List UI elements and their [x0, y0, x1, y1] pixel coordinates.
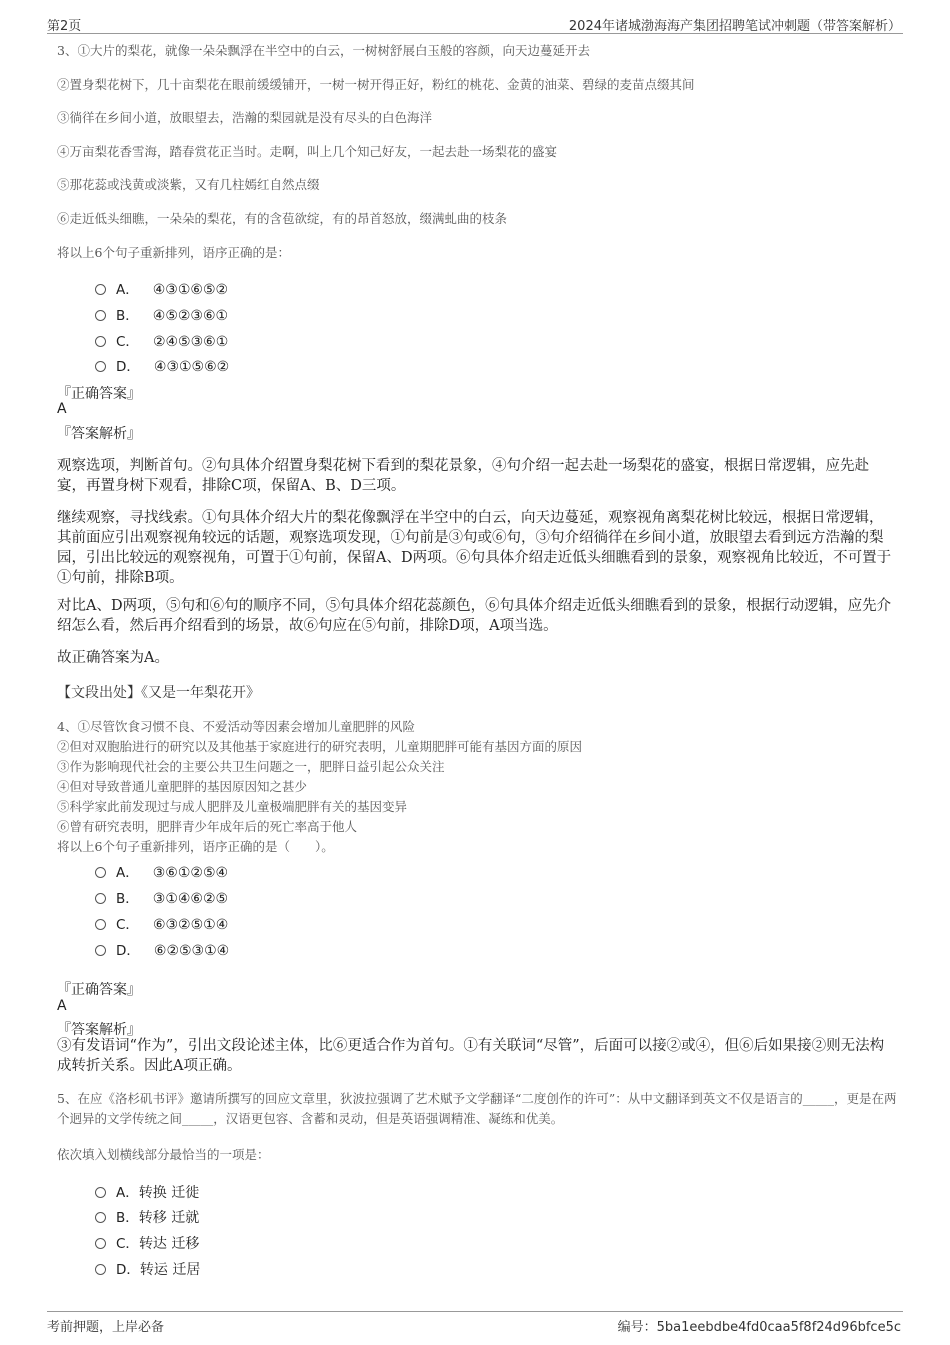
document-code-value: 5ba1eebdbe4fd0caa5f8f24d96bfce5c	[656, 1320, 901, 1335]
radio-icon[interactable]	[95, 945, 106, 956]
q3-analysis-label: 『答案解析』	[57, 426, 141, 442]
radio-icon[interactable]	[95, 310, 106, 321]
q4-option-c[interactable]: C． ⑥③②⑤①④	[95, 913, 228, 933]
q5-option-b[interactable]: B．转移 迁就	[95, 1206, 199, 1226]
radio-icon[interactable]	[95, 336, 106, 347]
radio-icon[interactable]	[95, 867, 106, 878]
q3-option-d[interactable]: D． ④③①⑤⑥②	[95, 355, 229, 375]
q5-option-d[interactable]: D．转运 迁居	[95, 1258, 200, 1278]
document-code	[618, 1316, 901, 1335]
q5-stem: 5、在应《洛杉矶书评》邀请所撰写的回应文章里，狄波拉强调了艺术赋予文学翻译“二度创作的许可”：从中文翻译到英文不仅是语言的_____，更是在两个迥异的文学传统之间_____，汉语更包容、含蓄和灵动，但是英语强调精准、凝练和优美。	[57, 1091, 897, 1126]
document-title: 2024年诸城渤海海产集团招聘笔试冲刺题（带答案解析）	[568, 19, 901, 34]
q4-prompt: 将以上6个句子重新排列，语序正确的是（ ）。	[57, 839, 334, 854]
q4-sentence-4: ④但对导致普通儿童肥胖的基因原因知之甚少	[57, 779, 308, 794]
footer-slogan: 考前押题，上岸必备	[47, 1320, 165, 1335]
document-code-label: 编号：	[617, 1320, 657, 1335]
q5-option-a[interactable]: A．转换 迁徙	[95, 1181, 199, 1201]
q4-sentence-2: ②但对双胞胎进行的研究以及其他基于家庭进行的研究表明，儿童期肥胖可能有基因方面的原因	[57, 739, 583, 754]
q3-option-c[interactable]: C． ②④⑤③⑥①	[95, 330, 228, 350]
q4-option-a[interactable]: A． ③⑥①②⑤④	[95, 861, 228, 881]
q3-answer: A	[57, 401, 67, 417]
q5-prompt: 依次填入划横线部分最恰当的一项是：	[57, 1147, 270, 1162]
q4-analysis: ③有发语词“作为”，引出文段论述主体，比⑥更适合作为首句。①有关联词“尽管”，后面可以接②或④，但⑥后如果接②则无法构成转折关系。因此A项正确。	[57, 1038, 885, 1074]
q5-option-c[interactable]: C．转达 迁移	[95, 1232, 199, 1252]
q4-answer-label: 『正确答案』	[57, 982, 141, 998]
q3-sentence-3: ③徜徉在乡间小道，放眼望去，浩瀚的梨园就是没有尽头的白色海洋	[57, 110, 433, 125]
radio-icon[interactable]	[95, 1187, 106, 1198]
q3-sentence-5: ⑤那花蕊或浅黄或淡紫，又有几柱嫣红自然点缀	[57, 177, 320, 192]
q3-analysis-paragraph-4: 故正确答案为A。	[57, 650, 169, 666]
page-footer	[47, 1311, 903, 1334]
radio-icon[interactable]	[95, 361, 106, 372]
q3-option-b[interactable]: B． ④⑤②③⑥①	[95, 304, 228, 324]
q3-analysis-paragraph-1: 观察选项，判断首句。②句具体介绍置身梨花树下看到的梨花景象，④句介绍一起去赴一场梨花的盛宴，根据日常逻辑，应先赴宴，再置身树下观看，排除C项，保留A、B、D三项。	[57, 458, 869, 494]
radio-icon[interactable]	[95, 1264, 106, 1275]
radio-icon[interactable]	[95, 284, 106, 295]
q4-sentence-1: 4、①尽管饮食习惯不良、不爱活动等因素会增加儿童肥胖的风险	[57, 719, 415, 734]
q3-source: 【文段出处】《又是一年梨花开》	[57, 685, 260, 701]
q4-option-b[interactable]: B． ③①④⑥②⑤	[95, 887, 228, 907]
q3-answer-label: 『正确答案』	[57, 386, 141, 402]
q4-answer: A	[57, 998, 67, 1014]
q4-sentence-6: ⑥曾有研究表明，肥胖青少年成年后的死亡率高于他人	[57, 819, 358, 834]
q3-analysis-paragraph-3: 对比A、D两项，⑤句和⑥句的顺序不同，⑤句具体介绍花蕊颜色，⑥句具体介绍走近低头细瞧看到的景象，根据行动逻辑，应先介绍怎么看，然后再介绍看到的场景，故⑥句应在⑤句前，排除D项，A项当选。	[57, 598, 892, 634]
page-number: 第2页	[47, 19, 82, 34]
q3-prompt: 将以上6个句子重新排列，语序正确的是：	[57, 245, 290, 260]
q3-sentence-6: ⑥走近低头细瞧，一朵朵的梨花，有的含苞欲绽，有的昂首怒放，缀满虬曲的枝条	[57, 211, 508, 226]
page-header	[47, 13, 903, 34]
q3-sentence-1: 3、①大片的梨花，就像一朵朵飘浮在半空中的白云，一树树舒展白玉般的容颜，向天边蔓延开去	[57, 43, 590, 58]
radio-icon[interactable]	[95, 919, 106, 930]
q4-option-d[interactable]: D． ⑥②⑤③①④	[95, 939, 229, 959]
q4-sentence-3: ③作为影响现代社会的主要公共卫生问题之一，肥胖日益引起公众关注	[57, 759, 445, 774]
q3-analysis-paragraph-2: 继续观察，寻找线索。①句具体介绍大片的梨花像飘浮在半空中的白云，向天边蔓延，观察视角离梨花树比较远，根据日常逻辑，其前面应引出观察视角较远的话题，观察选项发现，①句前是③句或⑥句，③句介绍徜徉在乡间小道，放眼望去看到远方浩瀚的梨园，引出比较远的观察视角，可置于①句前，保留A、D两项。⑥句具体介绍走近低头细瞧看到的景象，观察视角比较近，不可置于①句前，排除B项。	[57, 510, 892, 586]
q4-sentence-5: ⑤科学家此前发现过与成人肥胖及儿童极端肥胖有关的基因变异	[57, 799, 408, 814]
q4-analysis-label: 『答案解析』	[57, 1022, 141, 1038]
q3-option-a[interactable]: A． ④③①⑥⑤②	[95, 278, 228, 298]
radio-icon[interactable]	[95, 1238, 106, 1249]
radio-icon[interactable]	[95, 1212, 106, 1223]
radio-icon[interactable]	[95, 893, 106, 904]
q3-sentence-2: ②置身梨花树下，几十亩梨花在眼前缓缓铺开，一树一树开得正好，粉红的桃花、金黄的油菜、碧绿的麦苗点缀其间	[57, 77, 695, 92]
q3-sentence-4: ④万亩梨花香雪海，踏春赏花正当时。走啊，叫上几个知己好友，一起去赴一场梨花的盛宴	[57, 144, 558, 159]
